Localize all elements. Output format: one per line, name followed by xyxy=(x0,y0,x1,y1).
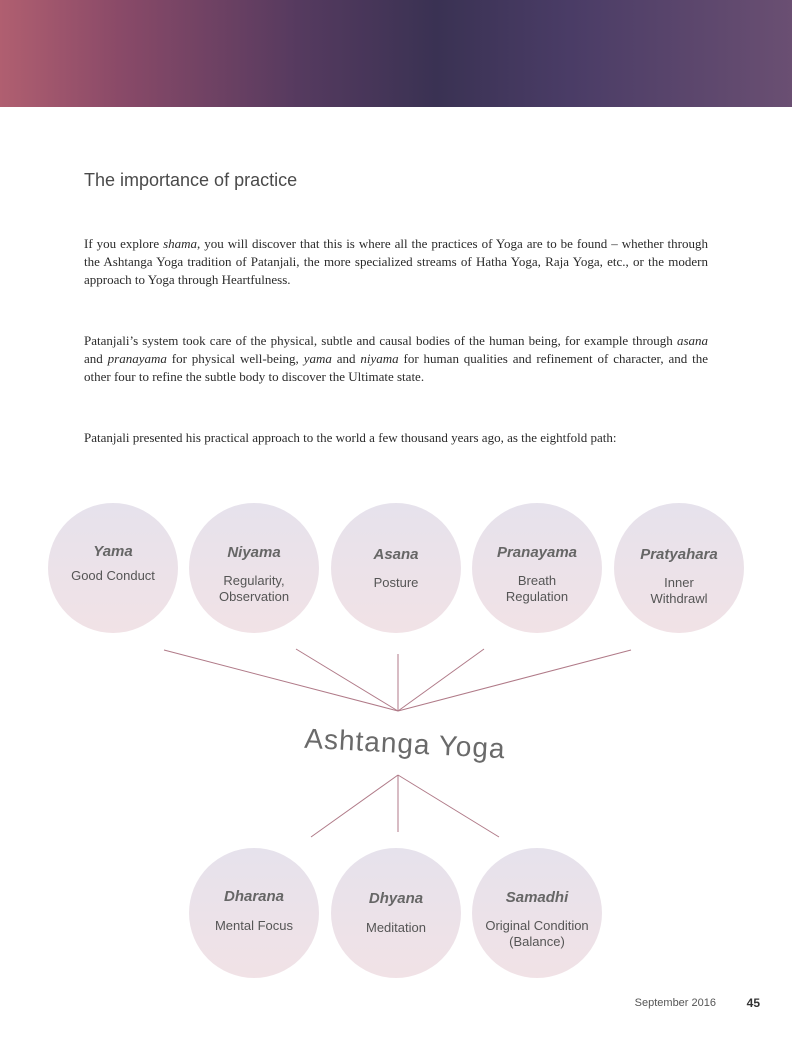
text-run: and xyxy=(331,351,361,366)
connector-pratyahara xyxy=(398,650,631,711)
limb-circle-pratyahara xyxy=(614,503,744,633)
limb-title: Niyama xyxy=(227,544,281,561)
connector-samadhi xyxy=(398,775,499,837)
limb-title: Yama xyxy=(93,543,133,560)
limb-title: Asana xyxy=(373,546,419,563)
paragraph-1 xyxy=(84,235,708,289)
limb-subtitle: Posture xyxy=(373,575,419,590)
footer-date: September 2016 xyxy=(634,997,716,1009)
connector-yama xyxy=(164,650,398,711)
limb-circle-dhyana xyxy=(331,848,461,978)
limb-circle-dharana xyxy=(189,848,319,978)
limb-subtitle-line-1: Original Condition xyxy=(485,918,589,933)
page-number: 45 xyxy=(746,996,760,1010)
text-run: Patanjali’s system took care of the physical, subtle and causal bodies of the human being, for example through xyxy=(84,333,677,348)
term-pranayama: pranayama xyxy=(107,351,167,366)
limb-subtitle-line-2: Observation xyxy=(218,589,290,604)
limb-subtitle: Good Conduct xyxy=(71,568,155,583)
limb-title: Pratyahara xyxy=(640,546,718,563)
header-banner xyxy=(0,0,792,107)
term-niyama: niyama xyxy=(360,351,399,366)
text-run: and xyxy=(84,351,108,366)
text-run: for physical well-being, xyxy=(166,351,304,366)
limb-subtitle-line-1: Breath xyxy=(517,573,557,588)
limb-circle-niyama xyxy=(189,503,319,633)
paragraph-3: Patanjali presented his practical approach to the world a few thousand years ago, as the eightfold path: xyxy=(84,430,617,445)
text-run: for human qualities and refinement of character, and the other four to refine the subtle body to discover the Ultimate state. xyxy=(84,351,708,384)
limb-subtitle: Meditation xyxy=(366,920,426,935)
paragraph-2 xyxy=(84,332,708,386)
text-run: If you explore xyxy=(84,236,164,251)
connector-niyama xyxy=(296,649,398,711)
limb-subtitle-line-2: (Balance) xyxy=(509,934,565,949)
limb-title: Dhyana xyxy=(368,890,424,907)
limb-subtitle-line-1: Inner xyxy=(664,575,694,590)
limb-circle-asana xyxy=(331,503,461,633)
section-heading: The importance of practice xyxy=(84,170,298,190)
limb-subtitle-line-1: Regularity, xyxy=(223,573,285,588)
limb-subtitle-line-2: Withdrawl xyxy=(650,591,708,606)
limb-title: Pranayama xyxy=(496,544,578,561)
limb-subtitle-line-2: Regulation xyxy=(505,589,569,604)
limb-title: Dharana xyxy=(223,888,285,905)
term-yama: yama xyxy=(303,351,332,366)
text-run: , you will discover that this is where all the practices of Yoga are to be found – whether through the Ashtanga Yoga tradition of Patanjali, the more specialized streams of Hatha Yoga, Raja Yoga, etc., or the modern approach to Yoga through Heartfulness. xyxy=(84,236,708,287)
limb-title: Samadhi xyxy=(505,889,569,906)
term-asana: asana xyxy=(676,333,708,348)
limb-circle-pranayama xyxy=(472,503,602,633)
limb-subtitle: Mental Focus xyxy=(214,918,294,933)
connector-dharana xyxy=(311,775,398,837)
limb-circle-yama xyxy=(48,503,178,633)
term-shama: shama xyxy=(163,236,198,251)
diagram-center-title: Ashtanga Yoga xyxy=(303,722,507,765)
limb-circle-samadhi xyxy=(472,848,602,978)
connector-pranayama xyxy=(398,649,484,711)
